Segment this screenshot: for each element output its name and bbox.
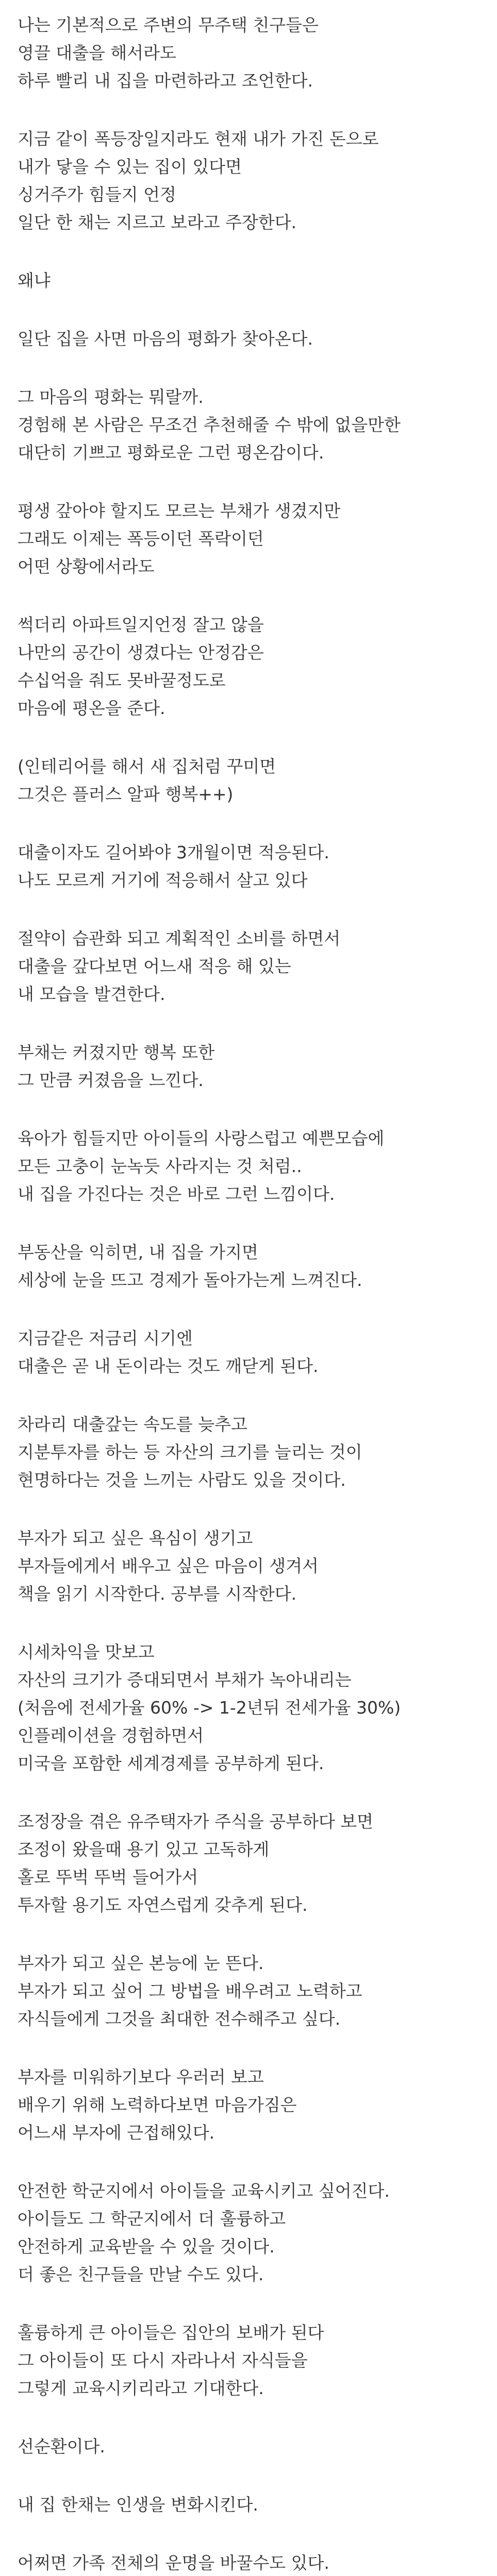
paragraph — [18, 1411, 479, 1494]
text-line: 대단히 기쁘고 평화로운 그런 평온감이다. — [18, 443, 324, 463]
text-line: 싱거주가 힘들지 언정 — [18, 184, 176, 205]
paragraph — [18, 2177, 479, 2289]
text-line: 부동산을 익히면, 내 집을 가지면 — [18, 1242, 258, 1262]
text-line: 선순환이다. — [18, 2436, 105, 2456]
text-line: 대출은 곧 내 돈이라는 것도 깨닫게 된다. — [18, 1356, 319, 1376]
text-line: 그 아이들이 또 다시 자라나서 자식들을 — [18, 2350, 308, 2370]
text-line: 내가 닿을 수 있는 집이 있다면 — [18, 157, 242, 177]
text-line: 훌륭하게 큰 아이들은 집안의 보배가 된다 — [18, 2323, 324, 2343]
text-line: 그렇게 교육시키리라고 기대한다. — [18, 2378, 264, 2398]
text-line: 내 모습을 발견한다. — [18, 984, 165, 1004]
text-line: 부자가 되고 싶어 그 방법을 배우려고 노력하고 — [18, 1981, 362, 2001]
paragraph — [18, 1524, 479, 1608]
paragraph — [18, 11, 479, 95]
text-line: 내 집을 가진다는 것은 바로 그런 느낌이다. — [18, 1184, 335, 1204]
paragraph — [18, 1950, 479, 2033]
paragraph — [18, 925, 479, 1008]
text-line: 차라리 대출갚는 속도를 늦추고 — [18, 1414, 247, 1434]
text-line: 일단 한 채는 지르고 보라고 주장한다. — [18, 212, 297, 232]
text-line: 나도 모르게 거기에 적응해서 살고 있다 — [18, 870, 308, 890]
text-line: 조정장을 겪은 유주택자가 주식을 공부하다 보면 — [18, 1811, 374, 1832]
text-line: 어떤 상황에서라도 — [18, 556, 155, 577]
text-line: 일단 집을 사면 마음의 평화가 찾아온다. — [18, 329, 313, 349]
text-line: 절약이 습관화 되고 계획적인 소비를 하면서 — [18, 928, 341, 948]
text-line: 그 마음의 평화는 뭐랄까. — [18, 387, 204, 407]
text-line: 인플레이션을 경험하면서 — [18, 1725, 204, 1745]
paragraph — [18, 497, 479, 581]
text-line: 홀로 뚜벅 뚜벅 들어가서 — [18, 1867, 198, 1887]
text-line: 나만의 공간이 생겼다는 안정감은 — [18, 642, 264, 663]
text-line: 부자를 미워하기보다 우러러 보고 — [18, 2067, 264, 2087]
text-line: 어쩌면 가족 전체의 운명을 바꿀수도 있다. — [18, 2553, 329, 2573]
text-line: 수십억을 줘도 못바꿀정도로 — [18, 670, 226, 690]
paragraph — [18, 325, 479, 353]
text-line: 세상에 눈을 뜨고 경제가 돌아가는게 느껴진다. — [18, 1270, 362, 1290]
paragraph — [18, 2319, 479, 2402]
paragraph — [18, 2433, 479, 2461]
text-line: 책을 읽기 시작한다. 공부를 시작한다. — [18, 1584, 297, 1604]
paragraph — [18, 1638, 479, 1777]
text-line: 평생 갚아야 할지도 모르는 부채가 생겼지만 — [18, 501, 341, 521]
paragraph — [18, 267, 479, 295]
text-line: 조정이 왔을때 용기 있고 고독하게 — [18, 1839, 270, 1859]
text-line: 모든 고충이 눈녹듯 사라지는 것 처럼.. — [18, 1156, 302, 1176]
text-line: (인테리어를 해서 새 집처럼 꾸미면 — [18, 756, 276, 776]
text-line: 부자들에게서 배우고 싶은 마음이 생겨서 — [18, 1556, 319, 1576]
text-line: 지금 같이 폭등장일지라도 현재 내가 가진 돈으로 — [18, 129, 379, 149]
text-line: 안전하게 교육받을 수 있을 것이다. — [18, 2236, 275, 2257]
text-line: 육아가 힘들지만 아이들의 사랑스럽고 예쁜모습에 — [18, 1128, 385, 1148]
text-line: 대출을 갚다보면 어느새 적응 해 있는 — [18, 956, 291, 976]
paragraph — [18, 1239, 479, 1294]
text-line: 영끌 대출을 해서라도 — [18, 43, 176, 63]
text-line: 자식들에게 그것을 최대한 전수해주고 싶다. — [18, 2009, 341, 2029]
text-line: 썩더리 아파트일지언정 잘고 않을 — [18, 615, 264, 635]
text-line: 지금같은 저금리 시기엔 — [18, 1328, 193, 1348]
text-line: 그 만큼 커졌음을 느낀다. — [18, 1070, 204, 1090]
text-line: 대출이자도 길어봐야 3개월이면 적응된다. — [18, 842, 329, 862]
text-line: 그것은 플러스 알파 행복++) — [18, 784, 234, 804]
text-line: 지분투자를 하는 등 자산의 크기를 늘리는 것이 — [18, 1442, 362, 1462]
text-line: 왜냐 — [18, 270, 51, 291]
paragraph — [18, 2491, 479, 2519]
paragraph — [18, 125, 479, 236]
paragraph — [18, 611, 479, 722]
text-line: 어느새 부자에 근접해있다. — [18, 2123, 215, 2143]
text-line: 현명하다는 것을 느끼는 사람도 있을 것이다. — [18, 1470, 346, 1490]
paragraph — [18, 1325, 479, 1380]
text-line: 안전한 학군지에서 아이들을 교육시키고 싶어진다. — [18, 2181, 390, 2201]
text-line: 부자가 되고 싶은 본능에 눈 뜬다. — [18, 1953, 264, 1973]
text-line: 아이들도 그 학군지에서 더 훌륭하고 — [18, 2209, 286, 2229]
paragraph — [18, 2549, 479, 2576]
text-line: 나는 기본적으로 주변의 무주택 친구들은 — [18, 15, 319, 35]
paragraph — [18, 1808, 479, 1919]
paragraph — [18, 2063, 479, 2147]
paragraph — [18, 383, 479, 467]
text-line: 경험해 본 사람은 무조건 추천해줄 수 밖에 없을만한 — [18, 415, 401, 435]
text-line: 부자가 되고 싶은 욕심이 생기고 — [18, 1528, 253, 1548]
paragraph — [18, 753, 479, 808]
paragraph — [18, 839, 479, 894]
text-line: 내 집 한채는 인생을 변화시킨다. — [18, 2495, 258, 2515]
text-line: 더 좋은 친구들을 만날 수도 있다. — [18, 2264, 264, 2284]
text-line: 마음에 평온을 준다. — [18, 698, 165, 718]
text-line: 자산의 크기가 증대되면서 부채가 녹아내리는 — [18, 1670, 352, 1690]
text-line: 시세차익을 맛보고 — [18, 1642, 155, 1662]
text-line: 미국을 포함한 세계경제를 공부하게 된다. — [18, 1753, 324, 1773]
paragraph — [18, 1125, 479, 1208]
text-line: 배우기 위해 노력하다보면 마음가짐은 — [18, 2095, 297, 2115]
text-line: 투자할 용기도 자연스럽게 갖추게 된다. — [18, 1895, 308, 1915]
text-line: 그래도 이제는 폭등이던 폭락이던 — [18, 529, 264, 549]
text-line: 하루 빨리 내 집을 마련하라고 조언한다. — [18, 71, 313, 91]
text-line: 부채는 커졌지만 행복 또한 — [18, 1042, 215, 1062]
paragraph — [18, 1039, 479, 1094]
text-line: (처음에 전세가율 60% -> 1-2년뒤 전세가율 30%) — [18, 1698, 401, 1718]
